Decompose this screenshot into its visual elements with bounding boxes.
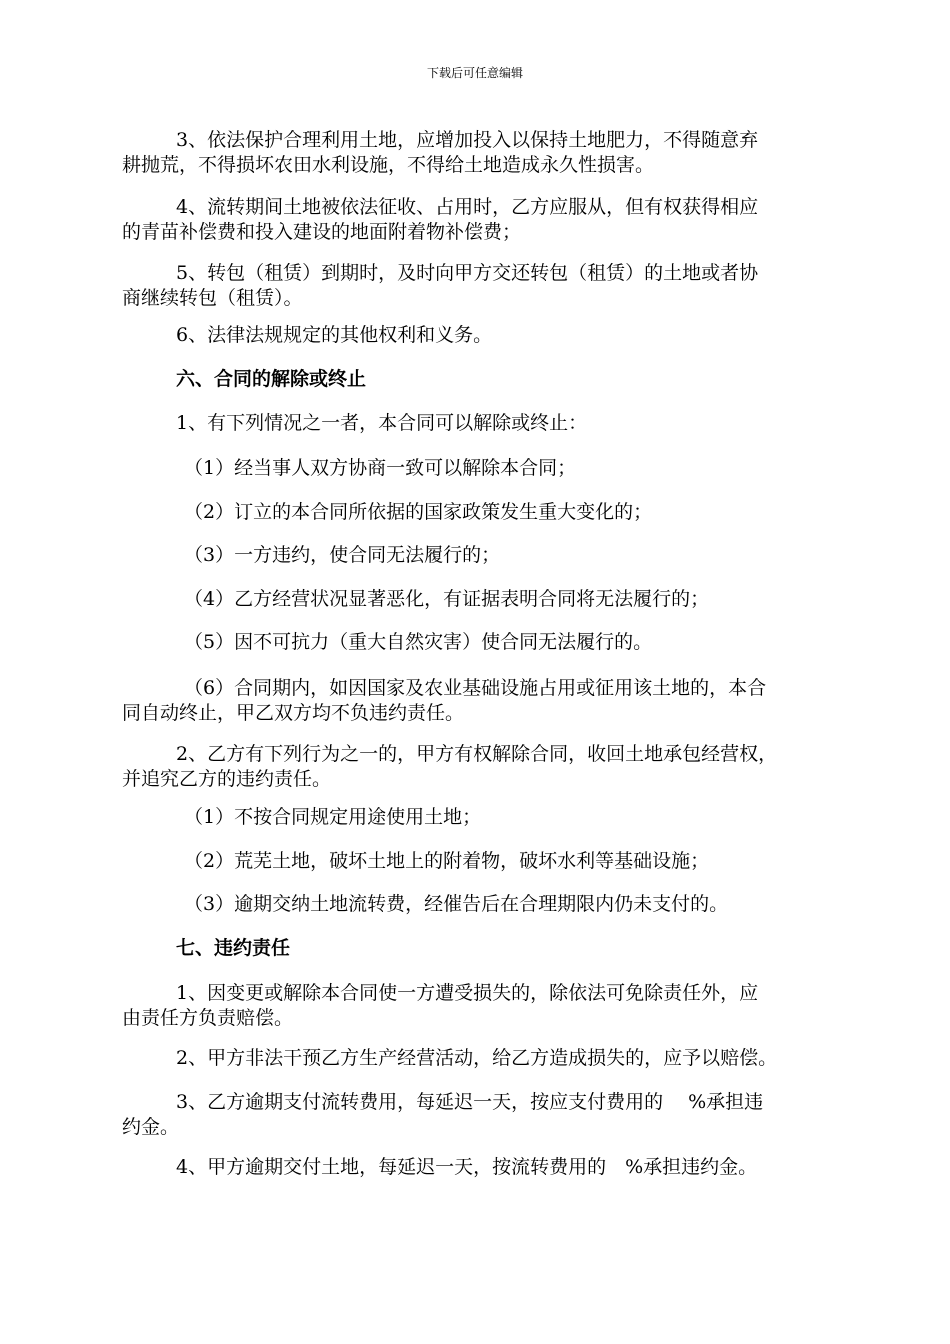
list-item — [122, 543, 840, 568]
paragraph — [122, 1046, 840, 1071]
list-item-text: （1）不按合同规定用途使用土地； — [184, 806, 482, 828]
paragraph — [122, 128, 840, 178]
list-item — [122, 587, 840, 612]
page-header: 下载后可任意编辑 — [426, 66, 523, 80]
paragraph — [122, 195, 840, 245]
paragraph-line: 2、甲方非法干预乙方生产经营活动，给乙方造成损失的，应予以赔偿。 — [176, 1047, 778, 1069]
list-item-text: （1）经当事人双方协商一致可以解除本合同； — [184, 457, 577, 479]
section-heading — [122, 367, 840, 392]
paragraph-line: 并追究乙方的违约责任。 — [122, 768, 332, 790]
paragraph-line: 的青苗补偿费和投入建设的地面附着物补偿费； — [122, 221, 522, 243]
paragraph — [122, 1155, 840, 1180]
paragraph-line: 约金。 — [122, 1116, 180, 1138]
paragraph-line: 由责任方负责赔偿。 — [122, 1007, 294, 1029]
paragraph-line: 5、转包（租赁）到期时，及时向甲方交还转包（租赁）的土地或者协 — [176, 262, 759, 284]
paragraph-line: 2、乙方有下列行为之一的，甲方有权解除合同，收回土地承包经营权， — [176, 743, 778, 765]
list-item-text: （2）订立的本合同所依据的国家政策发生重大变化的； — [184, 501, 653, 523]
list-item — [122, 892, 840, 917]
paragraph — [122, 981, 840, 1031]
section-heading-text: 六、合同的解除或终止 — [176, 368, 367, 390]
list-item-text: （5）因不可抗力（重大自然灾害）使合同无法履行的。 — [184, 631, 653, 653]
list-item-text: （6）合同期内，如因国家及农业基础设施占用或征用该土地的，本合 — [184, 677, 767, 699]
list-item-text: （2）荒芜土地，破坏土地上的附着物，破坏水利等基础设施； — [184, 850, 710, 872]
paragraph — [122, 323, 840, 348]
paragraph-line: 同自动终止，甲乙双方均不负违约责任。 — [122, 702, 465, 724]
paragraph-line: 商继续转包（租赁）。 — [122, 287, 303, 309]
list-item — [122, 849, 840, 874]
list-item-text: （3）逾期交纳土地流转费，经催告后在合理期限内仍未支付的。 — [184, 893, 729, 915]
paragraph-line: 3、依法保护合理利用土地，应增加投入以保持土地肥力，不得随意弃 — [176, 129, 759, 151]
paragraph-line: 4、甲方逾期交付土地，每延迟一天，按流转费用的 %承担违约金。 — [176, 1156, 758, 1178]
list-item — [122, 676, 840, 726]
paragraph-line: 耕抛荒，不得损坏农田水利设施，不得给土地造成永久性损害。 — [122, 154, 655, 176]
paragraph-line: 6、法律法规规定的其他权利和义务。 — [176, 324, 493, 346]
paragraph-line: 1、因变更或解除本合同使一方遭受损失的，除依法可免除责任外，应 — [176, 982, 759, 1004]
list-item-text: （3）一方违约，使合同无法履行的； — [184, 544, 501, 566]
paragraph-line: 3、乙方逾期支付流转费用，每延迟一天，按应支付费用的 %承担违 — [176, 1091, 764, 1113]
paragraph — [122, 411, 840, 436]
paragraph-line: 4、流转期间土地被依法征收、占用时，乙方应服从，但有权获得相应 — [176, 196, 759, 218]
paragraph — [122, 742, 840, 792]
section-heading-text: 七、违约责任 — [176, 937, 291, 959]
list-item-text: （4）乙方经营状况显著恶化，有证据表明合同将无法履行的； — [184, 588, 710, 610]
paragraph — [122, 261, 840, 311]
list-item — [122, 630, 840, 655]
list-item — [122, 805, 840, 830]
list-item — [122, 500, 840, 525]
paragraph-line: 1、有下列情况之一者，本合同可以解除或终止： — [176, 412, 588, 434]
section-heading — [122, 936, 840, 961]
paragraph — [122, 1090, 840, 1140]
list-item — [122, 456, 840, 481]
